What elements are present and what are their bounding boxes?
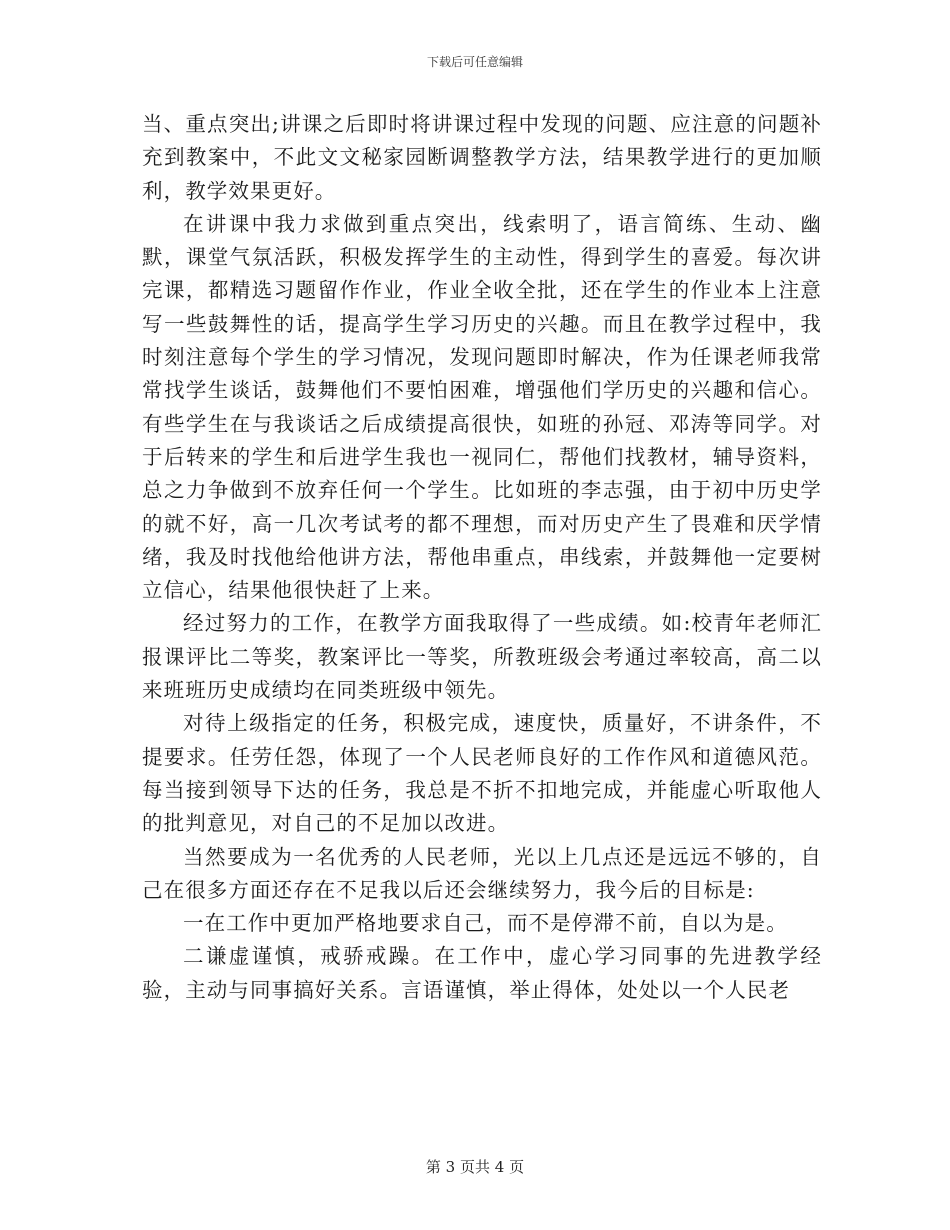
paragraph: 经过努力的工作，在教学方面我取得了一些成绩。如:校青年老师汇报课评比二等奖，教案评比一等奖，所教班级会考通过率较高，高二以来班班历史成绩均在同类班级中领先。 <box>142 611 822 703</box>
paragraph: 二谦虚谨慎，戒骄戒躁。在工作中，虚心学习同事的先进教学经验，主动与同事搞好关系。言语谨慎，举止得体，处处以一个人民老 <box>142 944 822 1002</box>
page-header: 下载后可任意编辑 <box>426 55 523 69</box>
page-footer: 第 3 页共 4 页 <box>425 1158 525 1176</box>
document-body <box>142 108 822 1007</box>
paragraph: 对待上级指定的任务，积极完成，速度快，质量好，不讲条件，不提要求。任劳任怨，体现了一个人民老师良好的工作作风和道德风范。每当接到领导下达的任务，我总是不折不扣地完成，并能虚心听取他人的批判意见，对自己的不足加以改进。 <box>142 711 822 836</box>
paragraph: 当然要成为一名优秀的人民老师，光以上几点还是远远不够的，自己在很多方面还存在不足我以后还会继续努力，我今后的目标是: <box>142 844 822 902</box>
paragraph: 当、重点突出;讲课之后即时将讲课过程中发现的问题、应注意的问题补充到教案中，不此文文秘家园断调整教学方法，结果教学进行的更加顺利，教学效果更好。 <box>142 112 822 203</box>
paragraph: 在讲课中我力求做到重点突出，线索明了，语言简练、生动、幽默，课堂气氛活跃，积极发挥学生的主动性，得到学生的喜爱。每次讲完课，都精选习题留作作业，作业全收全批，还在学生的作业本上注意写一些鼓舞性的话，提高学生学习历史的兴趣。而且在教学过程中，我时刻注意每个学生的学习情况，发现问题即时解决，作为任课老师我常常找学生谈话，鼓舞他们不要怕困难，增强他们学历史的兴趣和信心。有些学生在与我谈话之后成绩提高很快，如班的孙冠、邓涛等同学。对于后转来的学生和后进学生我也一视同仁，帮他们找教材，辅导资料，总之力争做到不放弃任何一个学生。比如班的李志强，由于初中历史学的就不好，高一几次考试考的都不理想，而对历史产生了畏难和厌学情绪，我及时找他给他讲方法，帮他串重点，串线索，并鼓舞他一定要树立信心，结果他很快赶了上来。 <box>142 211 822 603</box>
paragraph: 一在工作中更加严格地要求自己，而不是停滞不前，自以为是。 <box>183 911 788 936</box>
